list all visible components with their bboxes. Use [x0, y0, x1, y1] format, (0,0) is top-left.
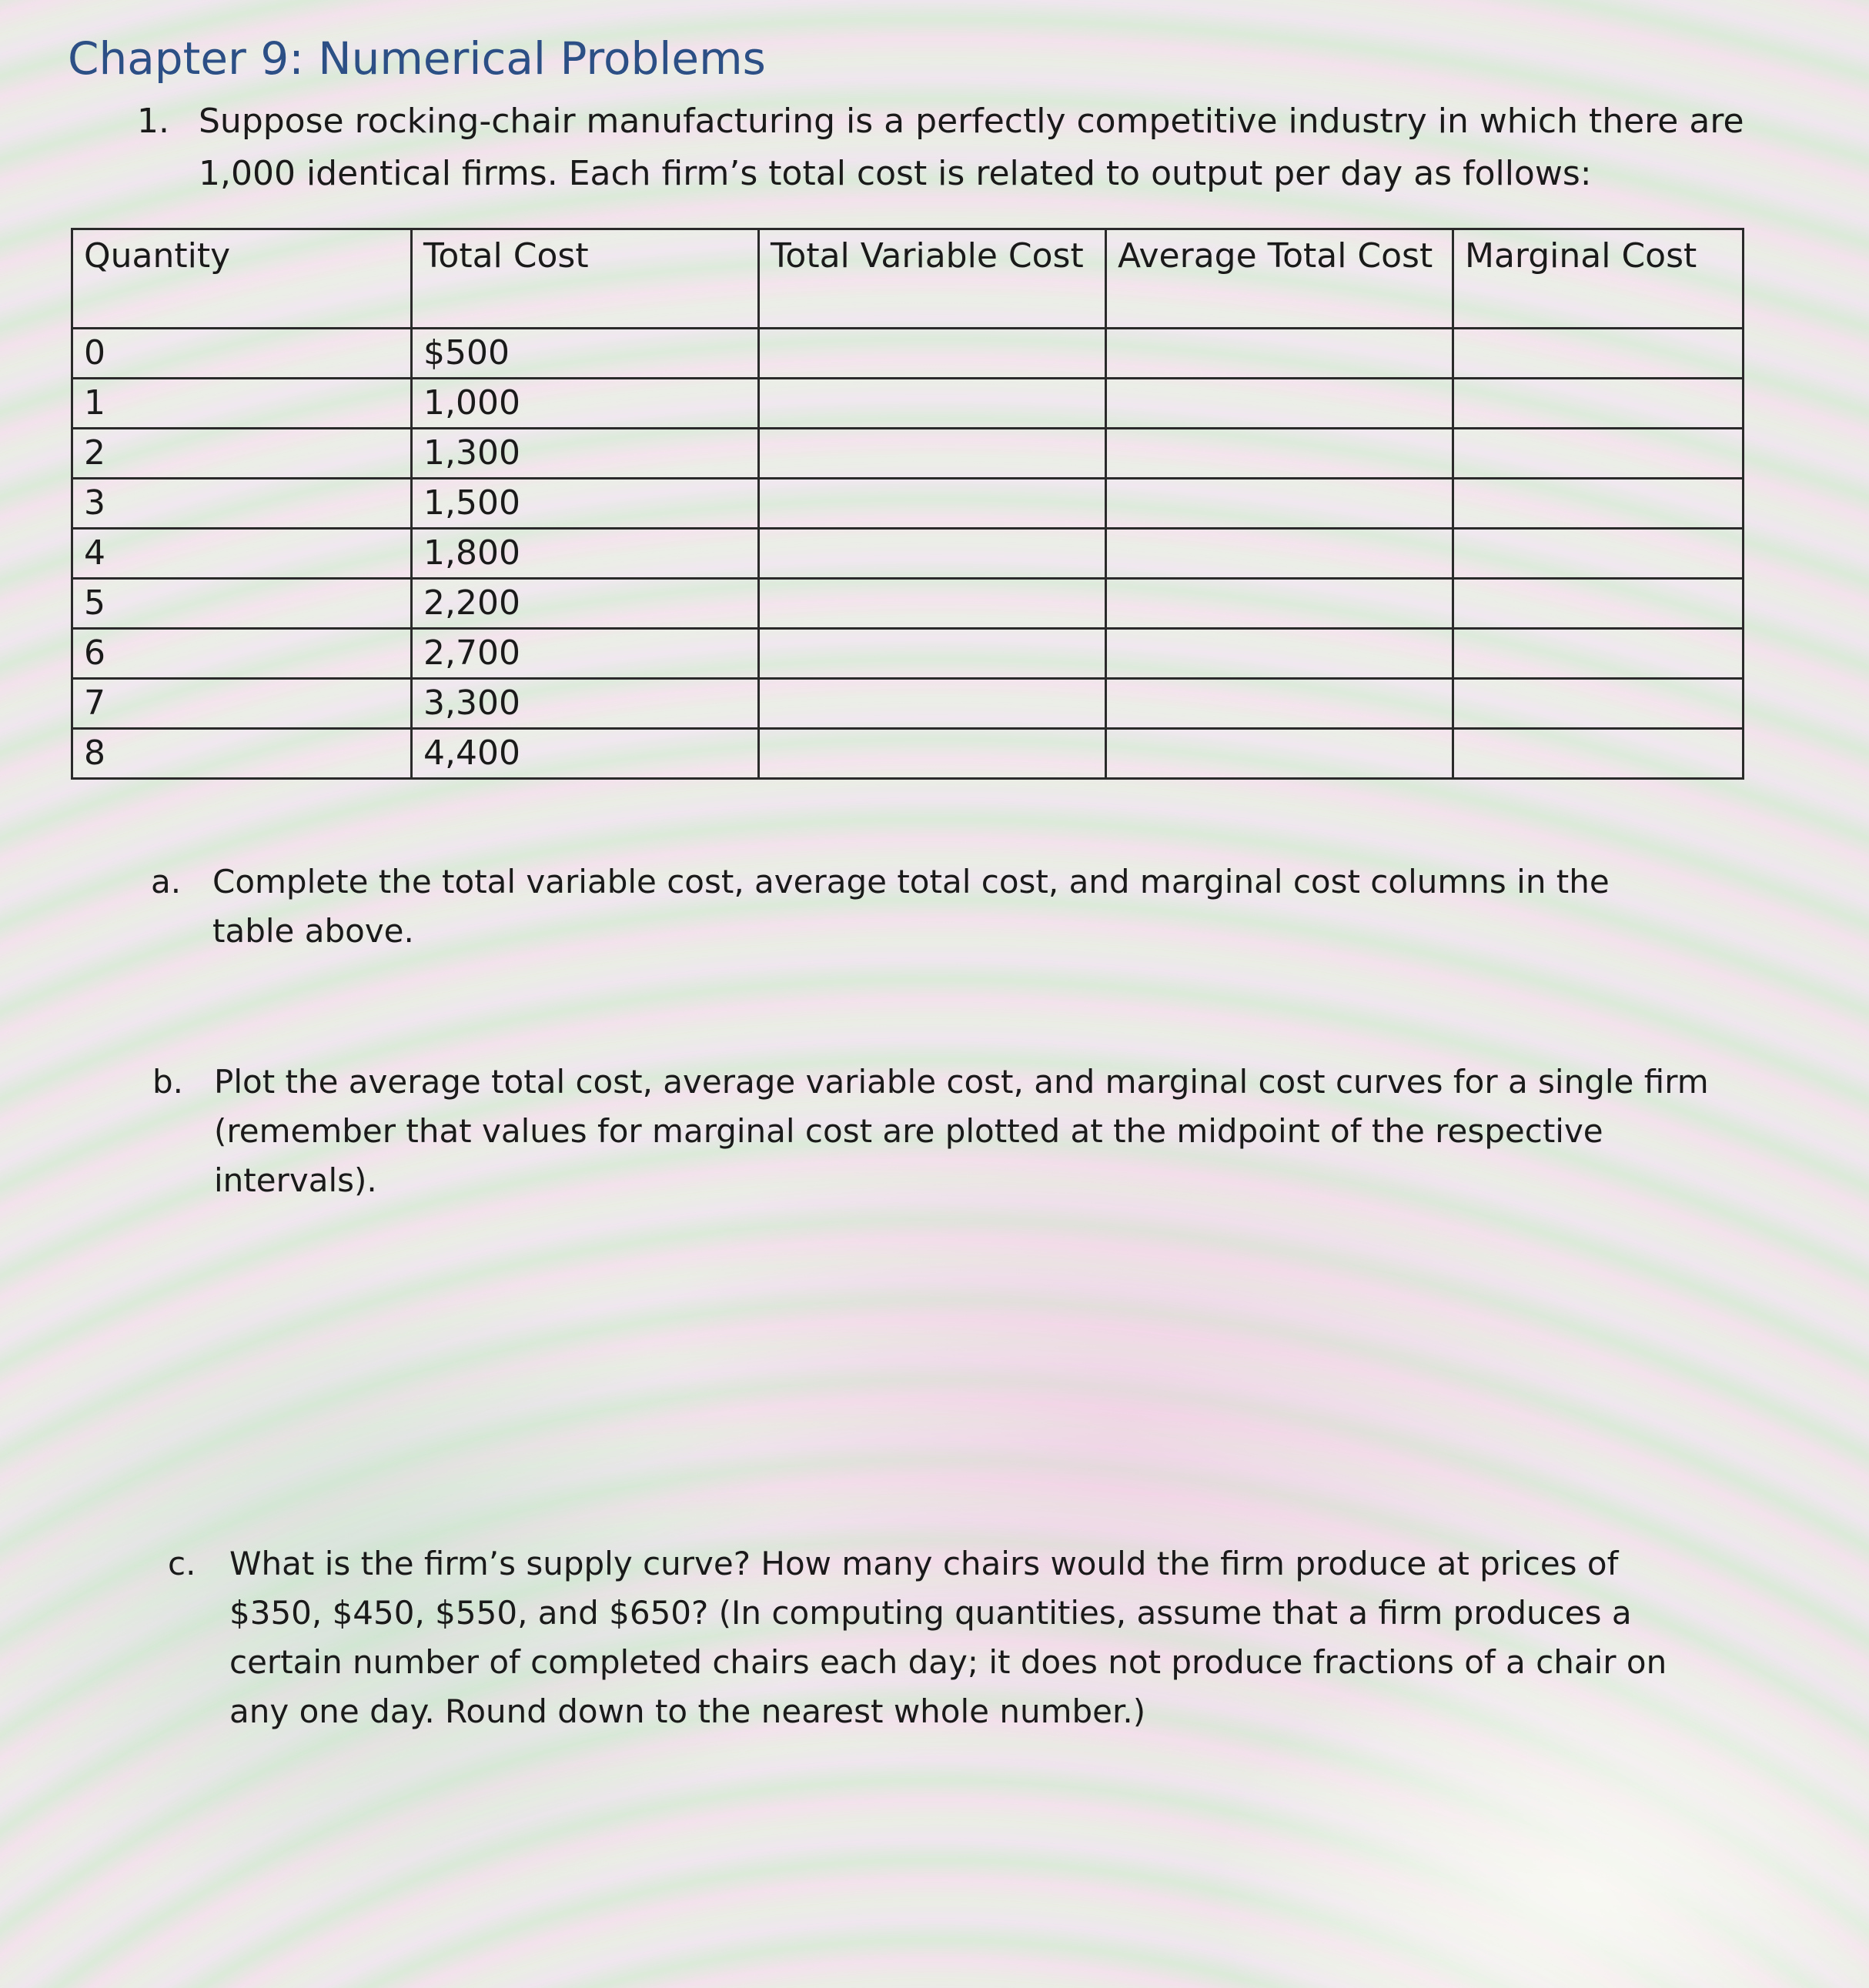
tvc-cell — [759, 679, 1106, 729]
part-a-letter: a. — [151, 863, 182, 900]
table-row — [72, 579, 1744, 629]
question-text: Suppose rocking-chair manufacturing is a perfectly competitive industry in which there are 1,000 identical firms. Each firm’s total cost is related to output per day as follows: — [199, 102, 1744, 193]
table-row — [72, 529, 1744, 579]
table-row — [72, 429, 1744, 479]
part-c-text: What is the firm’s supply curve? How many chairs would the firm produce at prices of $350, $450, $550, and $650? (In computing quantities, assume that a firm produces a certain number of completed chairs each day; it does not produce fractions of a chair on any one day. Round down to the nearest whole number.) — [229, 1545, 1667, 1730]
tvc-cell — [759, 579, 1106, 629]
total-cost-cell: 1,000 — [412, 379, 759, 429]
tvc-cell — [759, 329, 1106, 379]
atc-cell — [1106, 579, 1453, 629]
part-b — [152, 1057, 1746, 1205]
total-cost-cell: 3,300 — [412, 679, 759, 729]
quantity-cell: 0 — [72, 329, 412, 379]
quantity-cell: 4 — [72, 529, 412, 579]
part-c — [168, 1539, 1707, 1736]
atc-cell — [1106, 379, 1453, 429]
question-1 — [137, 95, 1784, 200]
quantity-cell: 2 — [72, 429, 412, 479]
tvc-cell — [759, 729, 1106, 779]
tvc-cell — [759, 629, 1106, 679]
total-cost-cell: 1,300 — [412, 429, 759, 479]
tvc-cell — [759, 479, 1106, 529]
mc-cell — [1453, 529, 1744, 579]
total-cost-cell: 2,700 — [412, 629, 759, 679]
part-b-text: Plot the average total cost, average variable cost, and marginal cost curves for a single firm (remember that values for marginal cost are plotted at the midpoint of the respective intervals). — [214, 1063, 1709, 1199]
total-cost-cell: 2,200 — [412, 579, 759, 629]
table-row — [72, 729, 1744, 779]
tvc-cell — [759, 429, 1106, 479]
mc-cell — [1453, 629, 1744, 679]
tvc-cell — [759, 529, 1106, 579]
mc-cell — [1453, 429, 1744, 479]
quantity-cell: 5 — [72, 579, 412, 629]
table-header-row — [72, 229, 1744, 329]
quantity-cell: 7 — [72, 679, 412, 729]
table-row — [72, 629, 1744, 679]
atc-cell — [1106, 529, 1453, 579]
mc-cell — [1453, 579, 1744, 629]
table-row — [72, 379, 1744, 429]
part-c-letter: c. — [168, 1545, 196, 1582]
mc-cell — [1453, 679, 1744, 729]
part-a — [151, 857, 1660, 956]
atc-cell — [1106, 729, 1453, 779]
table-row — [72, 679, 1744, 729]
total-cost-cell: 1,500 — [412, 479, 759, 529]
part-a-text: Complete the total variable cost, average total cost, and marginal cost columns in the table above. — [212, 863, 1610, 950]
atc-cell — [1106, 679, 1453, 729]
atc-cell — [1106, 429, 1453, 479]
table-row — [72, 479, 1744, 529]
mc-cell — [1453, 479, 1744, 529]
atc-cell — [1106, 629, 1453, 679]
part-b-letter: b. — [152, 1063, 184, 1101]
question-number: 1. — [137, 102, 169, 141]
header-average-total-cost: Average Total Cost — [1106, 229, 1453, 329]
page-title: Chapter 9: Numerical Problems — [68, 32, 766, 85]
atc-cell — [1106, 329, 1453, 379]
mc-cell — [1453, 329, 1744, 379]
mc-cell — [1453, 729, 1744, 779]
quantity-cell: 8 — [72, 729, 412, 779]
table-row — [72, 329, 1744, 379]
tvc-cell — [759, 379, 1106, 429]
header-marginal-cost: Marginal Cost — [1453, 229, 1744, 329]
quantity-cell: 6 — [72, 629, 412, 679]
cost-table — [71, 228, 1744, 780]
header-total-cost: Total Cost — [412, 229, 759, 329]
quantity-cell: 1 — [72, 379, 412, 429]
quantity-cell: 3 — [72, 479, 412, 529]
atc-cell — [1106, 479, 1453, 529]
total-cost-cell: $500 — [412, 329, 759, 379]
header-quantity: Quantity — [72, 229, 412, 329]
mc-cell — [1453, 379, 1744, 429]
total-cost-cell: 4,400 — [412, 729, 759, 779]
total-cost-cell: 1,800 — [412, 529, 759, 579]
header-total-variable-cost: Total Variable Cost — [759, 229, 1106, 329]
